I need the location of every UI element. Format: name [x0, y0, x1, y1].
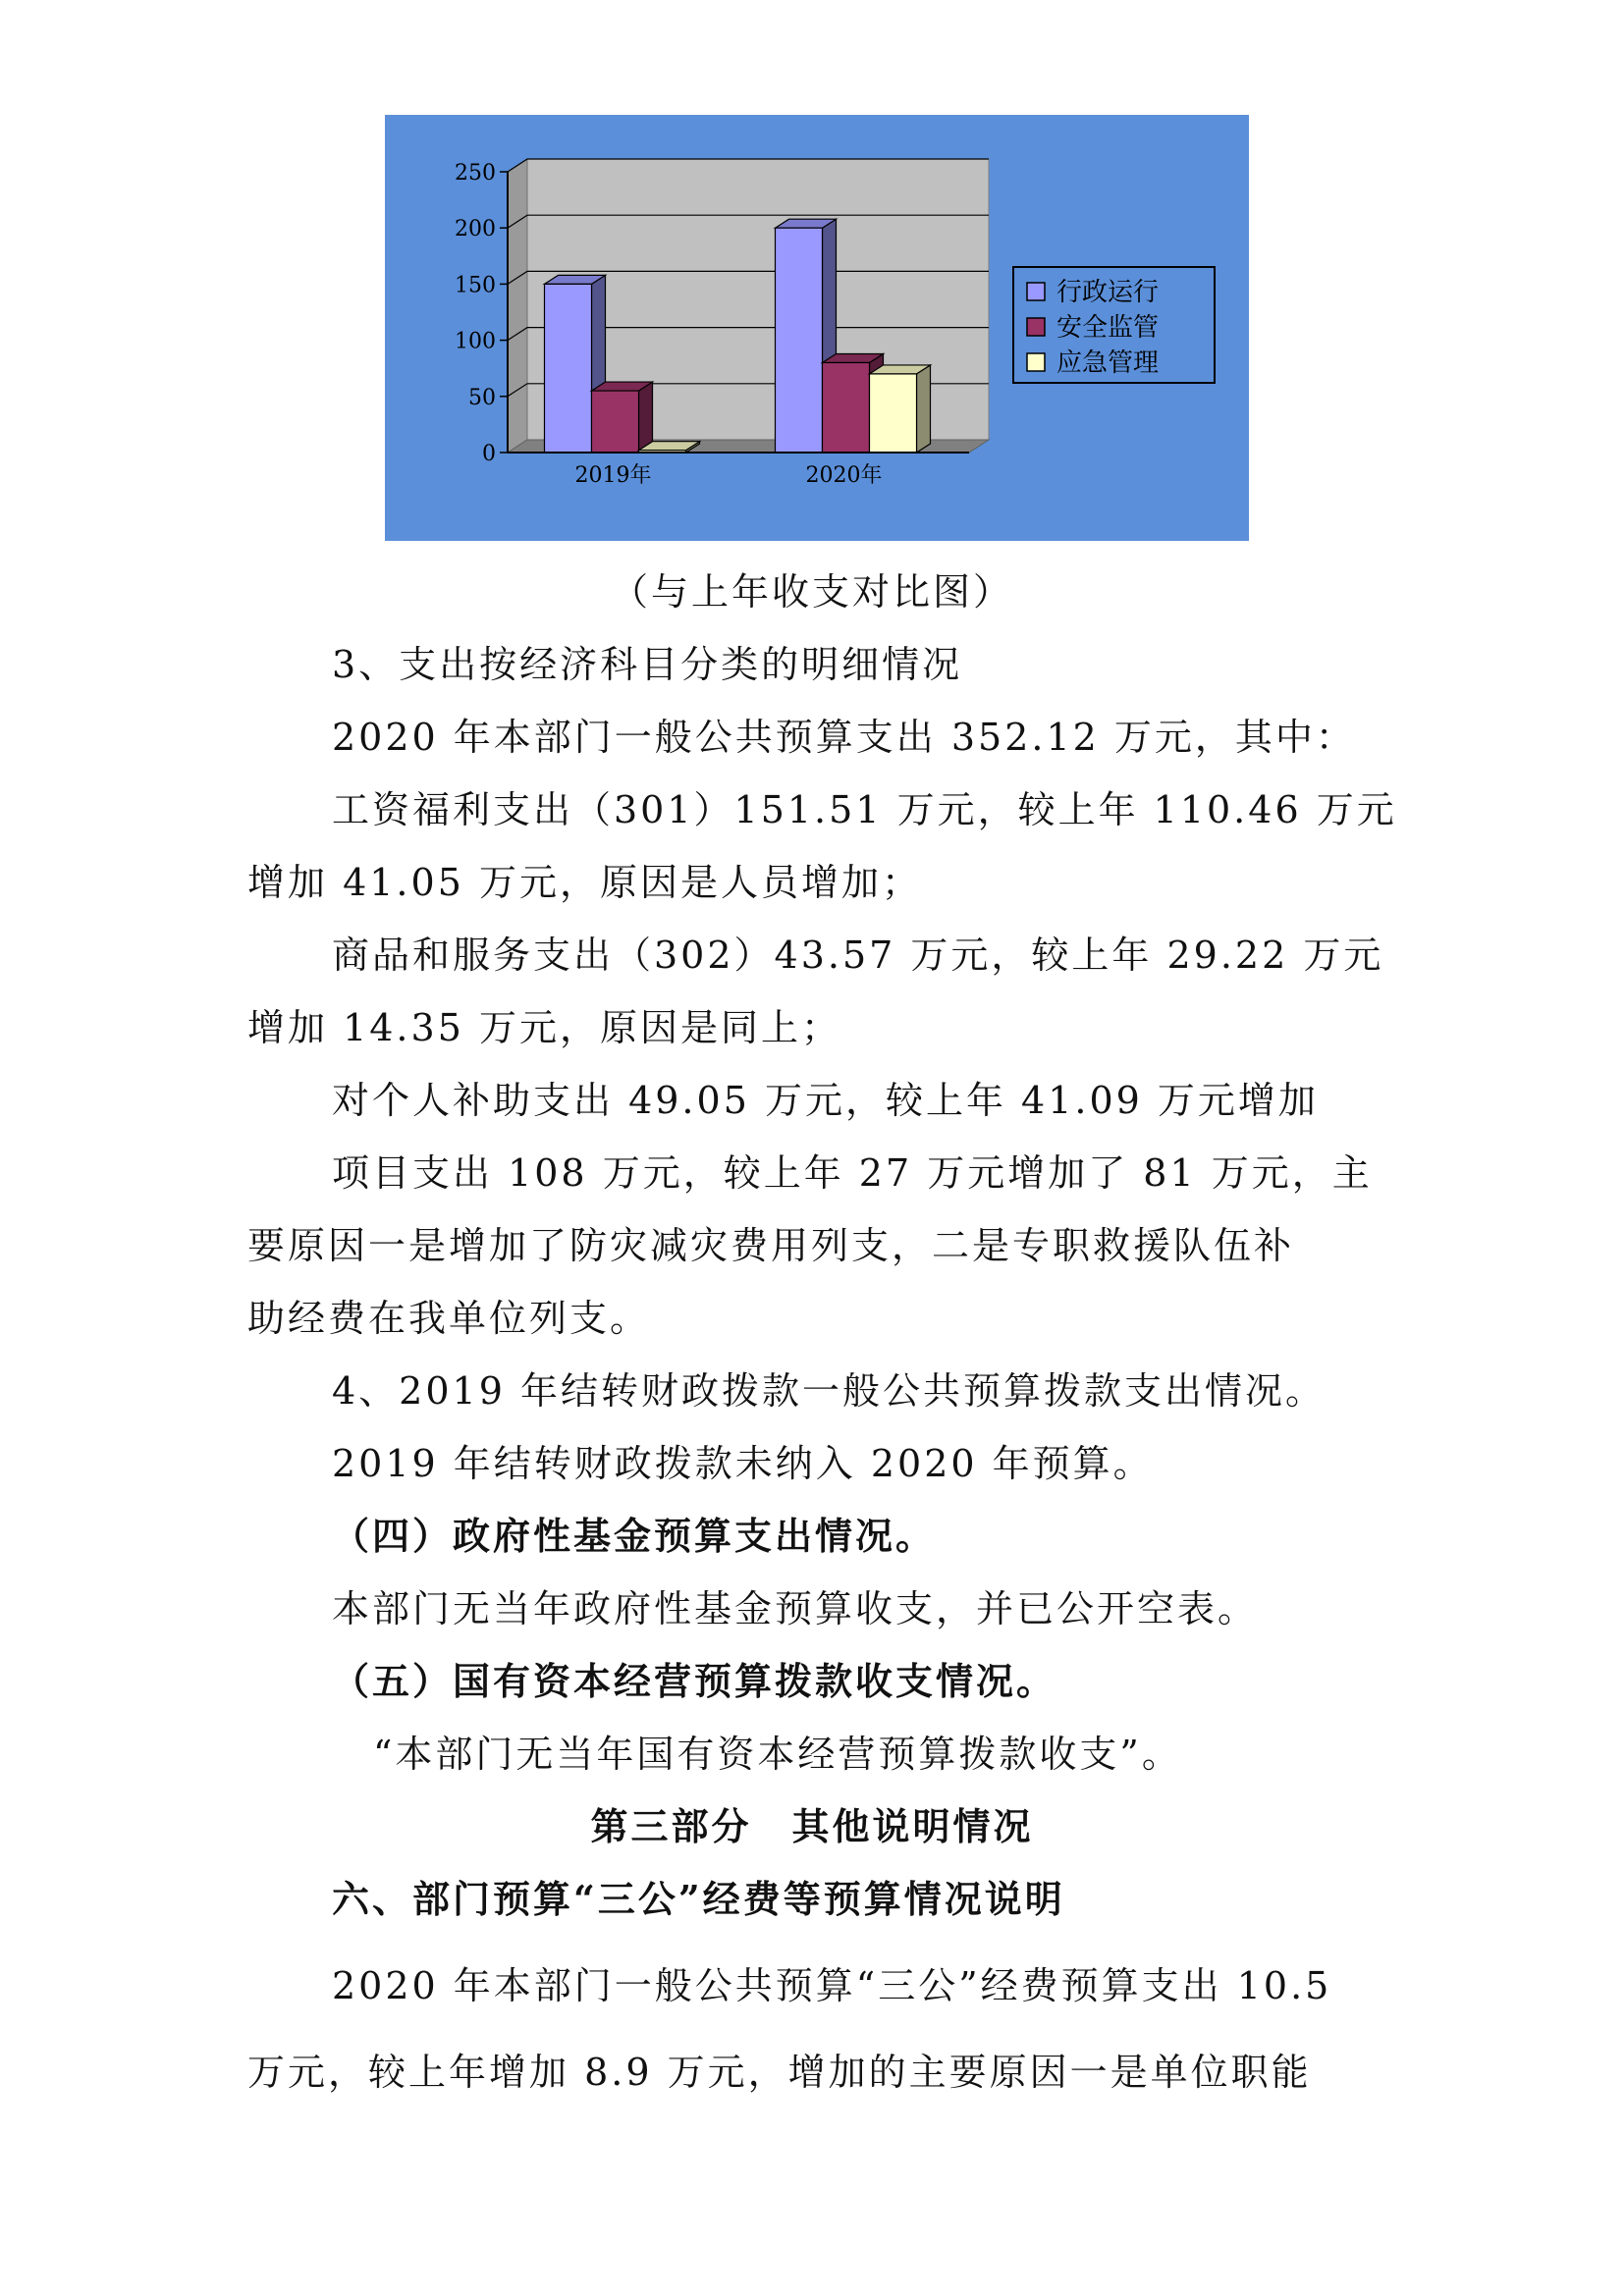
y-tick-label: 200	[455, 217, 496, 242]
paragraph-line: 对个人补助支出 49.05 万元，较上年 41.09 万元增加	[332, 1079, 1319, 1122]
section-heading-3: 3、支出按经济科目分类的明细情况	[332, 643, 963, 686]
bar-front	[776, 228, 823, 453]
paragraph-line: 工资福利支出（301）151.51 万元，较上年 110.46 万元	[332, 788, 1397, 831]
legend-swatch	[1027, 318, 1045, 336]
part-title: 第三部分 其他说明情况	[590, 1804, 1034, 1848]
chart-caption: （与上年收支对比图）	[610, 570, 1013, 614]
section-heading-fund: （四）政府性基金预算支出情况。	[332, 1514, 937, 1558]
paragraph-line: 万元，较上年增加 8.9 万元，增加的主要原因一是单位职能	[247, 2051, 1312, 2094]
legend-entry: 应急管理	[1056, 348, 1160, 378]
paragraph-line: 2019 年结转财政拨款未纳入 2020 年预算。	[332, 1442, 1154, 1485]
bar-front	[592, 391, 639, 453]
x-tick-label: 2019年	[574, 463, 652, 488]
paragraph-line: 2020 年本部门一般公共预算“三公”经费预算支出 10.5	[332, 1964, 1332, 2007]
paragraph-line: 本部门无当年政府性基金预算收支，并已公开空表。	[332, 1587, 1259, 1630]
legend-swatch	[1027, 353, 1045, 371]
bar-side	[917, 365, 931, 453]
legend-entry: 行政运行	[1056, 278, 1160, 307]
paragraph-line: 增加 14.35 万元，原因是同上；	[247, 1006, 841, 1049]
section-heading-six: 六、部门预算“三公”经费等预算情况说明	[332, 1877, 1065, 1921]
section-heading-state-capital: （五）国有资本经营预算拨款收支情况。	[332, 1659, 1057, 1703]
bar-应急管理-2020年	[870, 365, 931, 453]
y-tick-label: 0	[482, 442, 496, 466]
expense-comparison-chart	[385, 115, 1249, 541]
legend-swatch	[1027, 283, 1045, 300]
paragraph-line: “本部门无当年国有资本经营预算拨款收支”。	[373, 1733, 1182, 1776]
paragraph-line: 要原因一是增加了防灾减灾费用列支，二是专职救援队伍补	[247, 1224, 1295, 1267]
bar-front	[823, 362, 870, 453]
legend-entry: 安全监管	[1056, 313, 1160, 343]
paragraph-line: 2020 年本部门一般公共预算支出 352.12 万元，其中：	[332, 716, 1356, 759]
paragraph-line: 项目支出 108 万元，较上年 27 万元增加了 81 万元，主	[332, 1151, 1373, 1195]
y-tick-label: 150	[455, 273, 496, 298]
plot-side-wall	[508, 159, 527, 453]
y-tick-label: 50	[468, 385, 496, 410]
y-tick-label: 250	[455, 161, 496, 186]
x-tick-label: 2020年	[805, 463, 883, 488]
bar-side	[639, 382, 653, 453]
paragraph-line: 助经费在我单位列支。	[247, 1297, 651, 1340]
paragraph-line: 商品和服务支出（302）43.57 万元，较上年 29.22 万元	[332, 934, 1384, 977]
bar-front	[870, 374, 917, 453]
y-tick-label: 100	[455, 329, 496, 354]
bar-安全监管-2019年	[592, 382, 653, 453]
section-heading-4: 4、2019 年结转财政拨款一般公共预算拨款支出情况。	[332, 1369, 1326, 1413]
bar-front	[545, 284, 592, 453]
paragraph-line: 增加 41.05 万元，原因是人员增加；	[247, 861, 922, 904]
